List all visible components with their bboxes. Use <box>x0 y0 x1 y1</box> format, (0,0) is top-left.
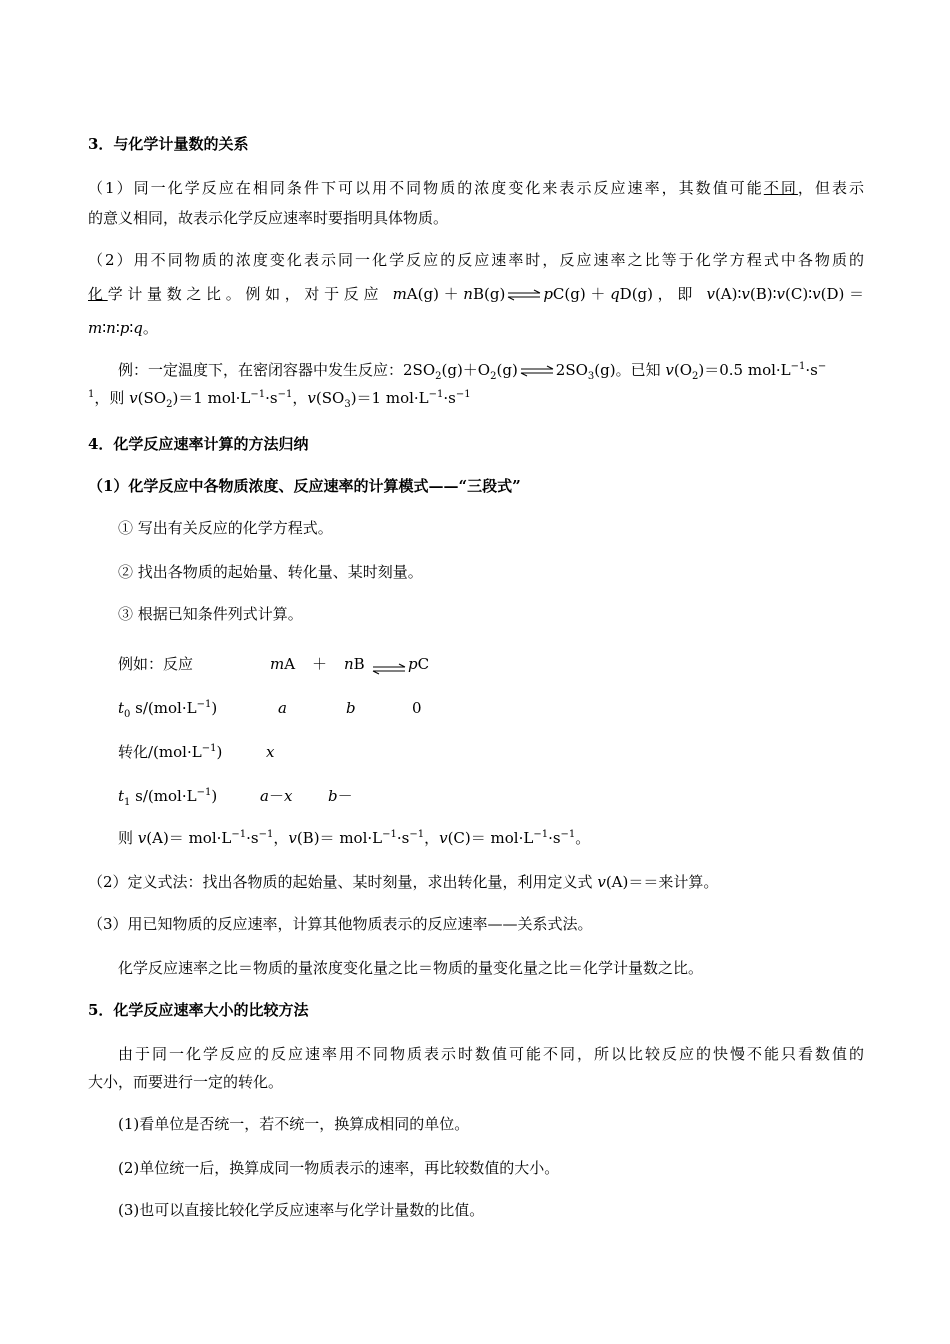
sec3-para2-line3: m∶n∶p∶q。 <box>88 319 158 337</box>
equilibrium-arrow-icon <box>372 663 406 675</box>
step-3: ③ 根据已知条件列式计算。 <box>118 605 303 623</box>
sec5-para-line2: 大小，而要进行一定的转化。 <box>88 1073 284 1091</box>
sec5-item-3: (3)也可以直接比较化学反应速率与化学计量数的比值。 <box>118 1201 485 1219</box>
sec4-sub3: （3）用已知物质的反应速率，计算其他物质表示的反应速率——关系式法。 <box>88 915 593 933</box>
sec3-para1-line2: 的意义相同，故表示化学反应速率时要指明具体物质。 <box>88 209 449 227</box>
sec4-sub2: （2）定义式法：找出各物质的起始量、某时刻量，求出转化量，利用定义式 v(A)＝＝来计算。 <box>88 873 719 891</box>
sec3-example-line1: 例：一定温度下，在密闭容器中发生反应：$2SO_2(g)+O_2(g)$ $2SO_3(g)$。已知 $v(O_2)=0.5$ $mol\cdot L^{-1}\cdot s^-$ <box>118 361 827 382</box>
sec5-para-line1: 由于同一化学反应的反应速率用不同物质表示时数值可能不同，所以比较反应的快慢不能只看数值的 <box>118 1045 864 1063</box>
three-stage-row-change: 转化$/(mol\cdot L^{-1})$ x <box>118 743 275 761</box>
step-1: ① 写出有关反应的化学方程式。 <box>118 519 333 537</box>
sec4-sub1-heading: （1）化学反应中各物质浓度、反应速率的计算模式——“三段式” <box>88 477 521 495</box>
t0-b: b <box>346 699 356 717</box>
sec5-item-1: (1)看单位是否统一，若不统一，换算成相同的单位。 <box>118 1115 470 1133</box>
three-stage-row-reaction: 例如：反应 mA ＋ nB pC <box>118 655 430 673</box>
three-stage-row-t1: $t_1$ $s/(mol\cdot L^{-1})$ a－x b－ <box>118 787 353 808</box>
sec3-para2-line1: （2）用不同物质的浓度变化表示同一化学反应的反应速率时，反应速率之比等于化学方程式中各物质的 <box>88 251 864 269</box>
equilibrium-arrow-icon <box>507 289 541 301</box>
section-4-heading: 4．化学反应速率计算的方法归纳 <box>88 435 309 453</box>
sec5-item-2: (2)单位统一后，换算成同一物质表示的速率，再比较数值的大小。 <box>118 1159 560 1177</box>
three-stage-row-t0: $t_0$ $s/(mol\cdot L^{-1})$ a b 0 <box>118 699 422 720</box>
t0-c: 0 <box>412 699 422 717</box>
sec3-example-line2: $^1$，则 $v(SO_2)=1$ $mol\cdot L^{-1}\cdot s^{-1}$，$v(SO_3)=1$ $mol\cdot L^{-1}\cdot s^{-1}$ <box>88 389 471 410</box>
change-x: x <box>266 743 275 761</box>
row-label: 例如：反应 <box>118 655 194 673</box>
equilibrium-arrow-icon <box>520 365 554 377</box>
sec3-para1-line1: （1）同一化学反应在相同条件下可以用不同物质的浓度变化来表示反应速率，其数值可能不同，但表示 <box>88 179 864 197</box>
sec3-para2-line2: 化学计量数之比。例如，对于反应 mA(g)＋nB(g) pC(g)＋qD(g)，即 v(A)∶v(B)∶v(C)∶v(D)＝ <box>88 285 864 303</box>
section-5-heading: 5．化学反应速率大小的比较方法 <box>88 1001 309 1019</box>
rate-expressions-line: 则 $v(A)= mol\cdot L^{-1}\cdot s^{-1}$，$v(B)= mol\cdot L^{-1}\cdot s^{-1}$，$v(C)= mol\cdot L^{-1}\cdot s^{-1}$。 <box>118 829 591 847</box>
sec4-ratio-line: 化学反应速率之比＝物质的量浓度变化量之比＝物质的量变化量之比＝化学计量数之比。 <box>118 959 704 977</box>
step-2: ② 找出各物质的起始量、转化量、某时刻量。 <box>118 563 423 581</box>
t0-a: a <box>278 699 287 717</box>
section-3-heading: 3．与化学计量数的关系 <box>88 135 249 153</box>
plus-sign: ＋ <box>312 655 328 673</box>
